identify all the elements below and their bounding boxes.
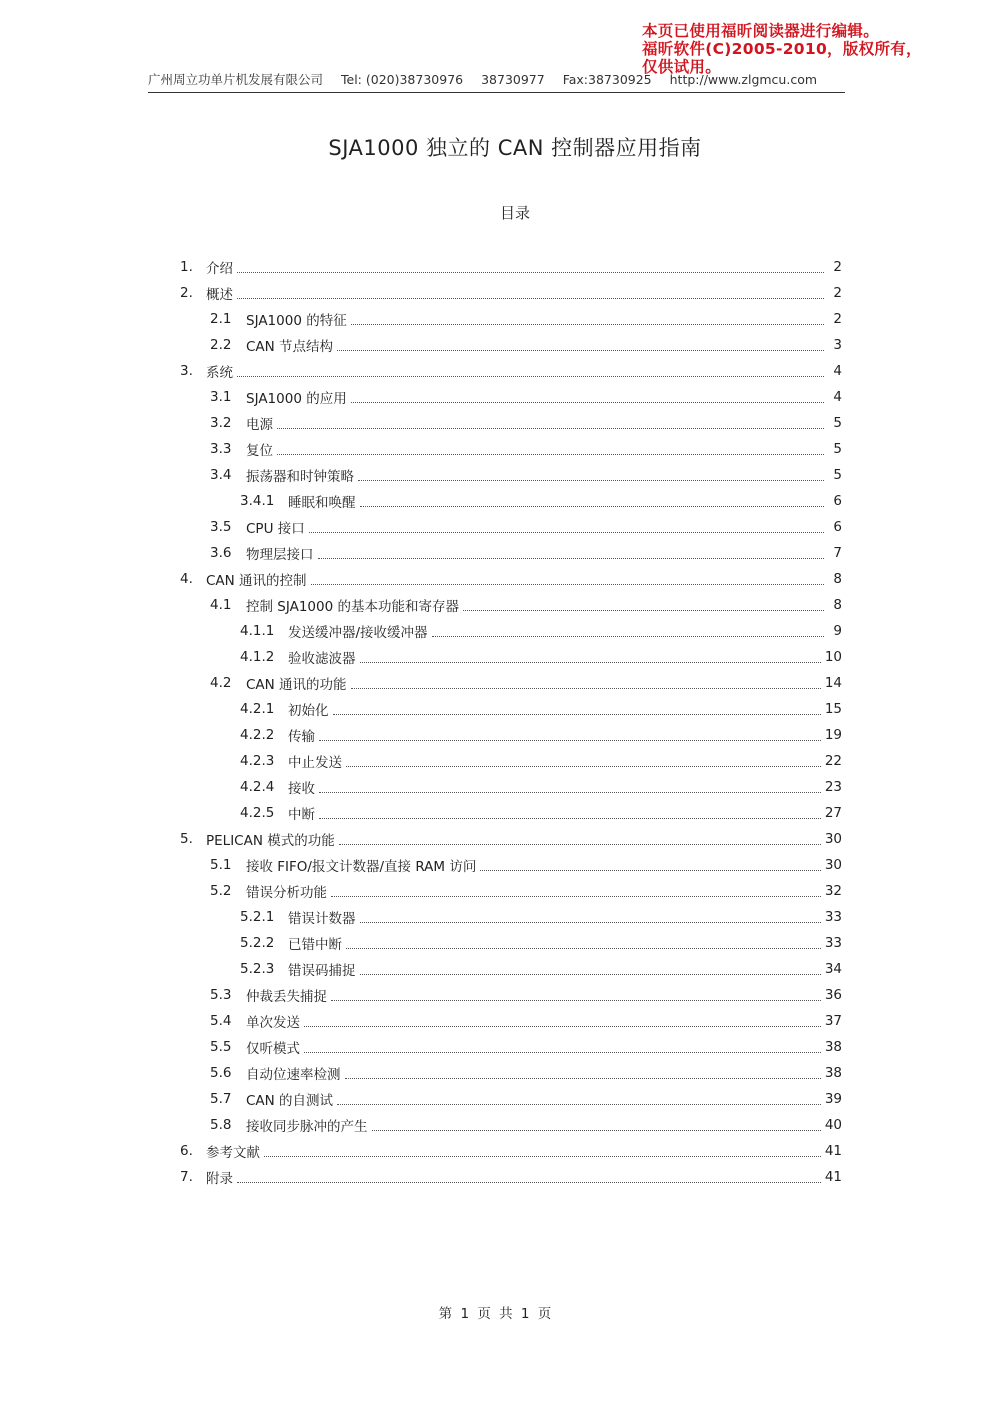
toc-entry-page: 30 — [824, 857, 842, 873]
toc-dot-leader — [311, 583, 824, 585]
toc-entry-title: 错误分析功能 — [246, 885, 327, 901]
toc-dot-leader — [304, 1051, 821, 1053]
toc-entry-number: 5. — [180, 831, 193, 847]
toc-entry-title: CPU 接口 — [246, 521, 305, 537]
toc-entry-number: 3.4.1 — [240, 493, 275, 509]
toc-entry-title: SJA1000 的特征 — [246, 313, 347, 329]
toc-entry-title: 参考文献 — [206, 1145, 260, 1161]
toc-entry-title: PELICAN 模式的功能 — [206, 833, 335, 849]
toc-entry-title: 单次发送 — [246, 1015, 300, 1031]
toc-entry-title: 接收 — [288, 781, 315, 797]
toc-entry[interactable] — [180, 1112, 842, 1138]
toc-entry-number: 5.2 — [210, 883, 232, 899]
toc-entry-title: 睡眠和唤醒 — [288, 495, 356, 511]
watermark-line-3: 仅供试用。 — [642, 58, 722, 76]
toc-entry[interactable] — [180, 774, 842, 800]
toc-dot-leader — [264, 1155, 821, 1157]
toc-entry-page: 2 — [833, 311, 842, 327]
toc-entry[interactable] — [180, 1086, 842, 1112]
toc-entry-number: 5.2.3 — [240, 961, 275, 977]
toc-entry-page: 41 — [824, 1143, 842, 1159]
toc-entry-title: 振荡器和时钟策略 — [246, 469, 354, 485]
toc-entry-number: 5.3 — [210, 987, 232, 1003]
toc-entry-title: 错误码捕捉 — [288, 963, 356, 979]
toc-entry[interactable] — [180, 462, 842, 488]
toc-entry-page: 19 — [824, 727, 842, 743]
toc-entry[interactable] — [180, 410, 842, 436]
toc-heading: 目录 — [499, 204, 530, 222]
toc-entry-title: CAN 的自测试 — [246, 1093, 334, 1109]
toc-entry[interactable] — [180, 514, 842, 540]
toc-dot-leader — [319, 739, 821, 741]
header-fax: Fax:38730925 — [562, 72, 652, 87]
toc-entry-title: 介绍 — [206, 261, 233, 277]
toc-dot-leader — [237, 297, 824, 299]
toc-entry-page: 2 — [833, 285, 842, 301]
toc-entry-page: 34 — [824, 961, 842, 977]
toc-entry-number: 4.2.2 — [240, 727, 275, 743]
toc-entry-title: 中止发送 — [288, 755, 342, 771]
toc-entry[interactable] — [180, 930, 842, 956]
toc-entry[interactable] — [180, 332, 842, 358]
toc-entry-page: 2 — [833, 259, 842, 275]
toc-entry-number: 4.1 — [210, 597, 232, 613]
toc-entry-title: 初始化 — [288, 703, 329, 719]
toc-entry-title: CAN 通讯的功能 — [246, 677, 347, 693]
toc-dot-leader — [360, 973, 821, 975]
toc-entry-number: 4.2.4 — [240, 779, 275, 795]
toc-entry-title: 传输 — [288, 729, 315, 745]
toc-dot-leader — [319, 791, 821, 793]
toc-entry[interactable] — [180, 618, 842, 644]
header-tel2: 38730977 — [481, 72, 545, 87]
toc-dot-leader — [333, 713, 821, 715]
toc-entry-title: 复位 — [246, 443, 273, 459]
toc-entry[interactable] — [180, 644, 842, 670]
toc-dot-leader — [351, 401, 824, 403]
toc-entry-number: 2. — [180, 285, 193, 301]
toc-entry-number: 3. — [180, 363, 193, 379]
toc-entry-number: 3.2 — [210, 415, 232, 431]
toc-entry-page: 32 — [824, 883, 842, 899]
toc-entry-page: 5 — [833, 441, 842, 457]
toc-entry-number: 5.8 — [210, 1117, 232, 1133]
toc-entry-title: 验收滤波器 — [288, 651, 356, 667]
editor-watermark — [642, 22, 982, 76]
toc-entry[interactable] — [180, 384, 842, 410]
toc-entry-number: 3.6 — [210, 545, 232, 561]
toc-entry-page: 15 — [824, 701, 842, 717]
toc-dot-leader — [358, 479, 824, 481]
toc-entry[interactable] — [180, 254, 842, 280]
toc-entry-page: 3 — [833, 337, 842, 353]
toc-entry[interactable] — [180, 1008, 842, 1034]
toc-dot-leader — [237, 375, 824, 377]
toc-dot-leader — [337, 1103, 821, 1105]
toc-dot-leader — [346, 765, 821, 767]
toc-entry-page: 40 — [824, 1117, 842, 1133]
toc-entry-title: 错误计数器 — [288, 911, 356, 927]
toc-entry-number: 2.1 — [210, 311, 232, 327]
toc-entry-page: 33 — [824, 909, 842, 925]
toc-entry-number: 4.2.3 — [240, 753, 275, 769]
toc-entry[interactable] — [180, 800, 842, 826]
toc-entry-title: 发送缓冲器/接收缓冲器 — [288, 625, 428, 641]
toc-entry-number: 5.2.2 — [240, 935, 275, 951]
toc-entry-page: 6 — [833, 519, 842, 535]
toc-entry[interactable] — [180, 722, 842, 748]
toc-entry-number: 4.2.1 — [240, 701, 275, 717]
toc-entry-page: 8 — [833, 597, 842, 613]
toc-entry-page: 30 — [824, 831, 842, 847]
toc-entry-page: 36 — [824, 987, 842, 1003]
toc-entry-title: 电源 — [246, 417, 273, 433]
toc-entry-page: 6 — [833, 493, 842, 509]
toc-entry-number: 3.3 — [210, 441, 232, 457]
toc-entry[interactable] — [180, 592, 842, 618]
toc-dot-leader — [360, 921, 821, 923]
toc-entry-title: 概述 — [206, 287, 233, 303]
toc-dot-leader — [346, 947, 821, 949]
toc-entry-page: 10 — [824, 649, 842, 665]
toc-entry-number: 5.6 — [210, 1065, 232, 1081]
toc-entry-title: 控制 SJA1000 的基本功能和寄存器 — [246, 599, 459, 615]
toc-entry-number: 5.2.1 — [240, 909, 275, 925]
toc-entry[interactable] — [180, 670, 842, 696]
toc-entry[interactable] — [180, 306, 842, 332]
toc-entry-page: 9 — [833, 623, 842, 639]
toc-entry-page: 38 — [824, 1065, 842, 1081]
toc-entry-page: 33 — [824, 935, 842, 951]
toc-entry-number: 5.5 — [210, 1039, 232, 1055]
toc-entry-number: 4.1.1 — [240, 623, 275, 639]
toc-dot-leader — [331, 999, 821, 1001]
toc-entry-page: 7 — [833, 545, 842, 561]
toc-entry-title: 物理层接口 — [246, 547, 314, 563]
toc-entry-number: 1. — [180, 259, 193, 275]
toc-entry-number: 4.2.5 — [240, 805, 275, 821]
toc-entry-title: CAN 通讯的控制 — [206, 573, 307, 589]
toc-entry[interactable] — [180, 488, 842, 514]
toc-entry-page: 22 — [824, 753, 842, 769]
toc-entry-title: CAN 节点结构 — [246, 339, 334, 355]
toc-entry[interactable] — [180, 956, 842, 982]
toc-dot-leader — [360, 661, 821, 663]
toc-dot-leader — [304, 1025, 821, 1027]
toc-entry[interactable] — [180, 280, 842, 306]
toc-dot-leader — [309, 531, 824, 533]
toc-entry-number: 4.1.2 — [240, 649, 275, 665]
toc-entry[interactable] — [180, 436, 842, 462]
toc-entry-title: 附录 — [206, 1171, 233, 1187]
toc-entry-page: 41 — [824, 1169, 842, 1185]
table-of-contents — [180, 254, 842, 1190]
toc-dot-leader — [337, 349, 824, 351]
toc-entry[interactable] — [180, 878, 842, 904]
toc-entry-number: 7. — [180, 1169, 193, 1185]
toc-entry-page: 39 — [824, 1091, 842, 1107]
toc-entry-page: 5 — [833, 467, 842, 483]
toc-entry[interactable] — [180, 696, 842, 722]
document-title: SJA1000 独立的 CAN 控制器应用指南 — [328, 136, 702, 160]
toc-entry-number: 3.1 — [210, 389, 232, 405]
toc-dot-leader — [360, 505, 825, 507]
toc-entry-page: 4 — [833, 363, 842, 379]
toc-entry-page: 27 — [824, 805, 842, 821]
toc-entry-title: SJA1000 的应用 — [246, 391, 347, 407]
header-url[interactable]: http://www.zlgmcu.com — [669, 72, 818, 87]
toc-entry-page: 8 — [833, 571, 842, 587]
watermark-line-2: 福昕软件(C)2005-2010，版权所有， — [642, 40, 922, 58]
toc-entry-number: 3.5 — [210, 519, 232, 535]
toc-entry-title: 仲裁丢失捕捉 — [246, 989, 327, 1005]
toc-entry[interactable] — [180, 1034, 842, 1060]
toc-entry-title: 中断 — [288, 807, 315, 823]
toc-entry[interactable] — [180, 1138, 842, 1164]
toc-entry[interactable] — [180, 566, 842, 592]
toc-dot-leader — [351, 687, 821, 689]
toc-dot-leader — [331, 895, 821, 897]
toc-entry-number: 5.7 — [210, 1091, 232, 1107]
toc-entry[interactable] — [180, 358, 842, 384]
toc-entry-page: 4 — [833, 389, 842, 405]
toc-entry[interactable] — [180, 904, 842, 930]
toc-dot-leader — [351, 323, 824, 325]
toc-entry-page: 38 — [824, 1039, 842, 1055]
toc-entry-title: 系统 — [206, 365, 233, 381]
toc-entry-number: 3.4 — [210, 467, 232, 483]
toc-dot-leader — [237, 271, 824, 273]
toc-entry[interactable] — [180, 1164, 842, 1190]
watermark-line-1: 本页已使用福昕阅读器进行编辑。 — [642, 22, 880, 40]
toc-entry-page: 23 — [824, 779, 842, 795]
toc-entry-number: 4.2 — [210, 675, 232, 691]
toc-entry[interactable] — [180, 540, 842, 566]
header-tel: Tel: (020)38730976 — [341, 72, 464, 87]
toc-entry-page: 14 — [824, 675, 842, 691]
toc-dot-leader — [237, 1181, 821, 1183]
toc-dot-leader — [319, 817, 821, 819]
header-company: 广州周立功单片机发展有限公司 — [148, 72, 324, 87]
toc-entry-number: 5.1 — [210, 857, 232, 873]
toc-dot-leader — [463, 609, 824, 611]
toc-entry-number: 4. — [180, 571, 193, 587]
toc-entry-number: 5.4 — [210, 1013, 232, 1029]
toc-entry-title: 自动位速率检测 — [246, 1067, 341, 1083]
toc-entry-title: 接收同步脉冲的产生 — [246, 1119, 368, 1135]
toc-entry[interactable] — [180, 826, 842, 852]
toc-dot-leader — [339, 843, 821, 845]
toc-entry-title: 接收 FIFO/报文计数器/直接 RAM 访问 — [246, 859, 477, 875]
toc-dot-leader — [372, 1129, 821, 1131]
toc-dot-leader — [277, 453, 824, 455]
toc-dot-leader — [345, 1077, 821, 1079]
toc-entry[interactable] — [180, 748, 842, 774]
toc-entry-page: 37 — [824, 1013, 842, 1029]
toc-dot-leader — [277, 427, 824, 429]
toc-dot-leader — [432, 635, 824, 637]
toc-dot-leader — [318, 557, 825, 559]
toc-entry-title: 已错中断 — [288, 937, 342, 953]
page-header — [148, 70, 845, 93]
toc-entry-number: 6. — [180, 1143, 193, 1159]
toc-entry-number: 2.2 — [210, 337, 232, 353]
toc-dot-leader — [480, 869, 820, 871]
page-footer: 第 1 页 共 1 页 — [438, 1306, 554, 1322]
toc-entry[interactable] — [180, 1060, 842, 1086]
toc-entry[interactable] — [180, 982, 842, 1008]
toc-entry-page: 5 — [833, 415, 842, 431]
toc-entry[interactable] — [180, 852, 842, 878]
toc-entry-title: 仅听模式 — [246, 1041, 300, 1057]
